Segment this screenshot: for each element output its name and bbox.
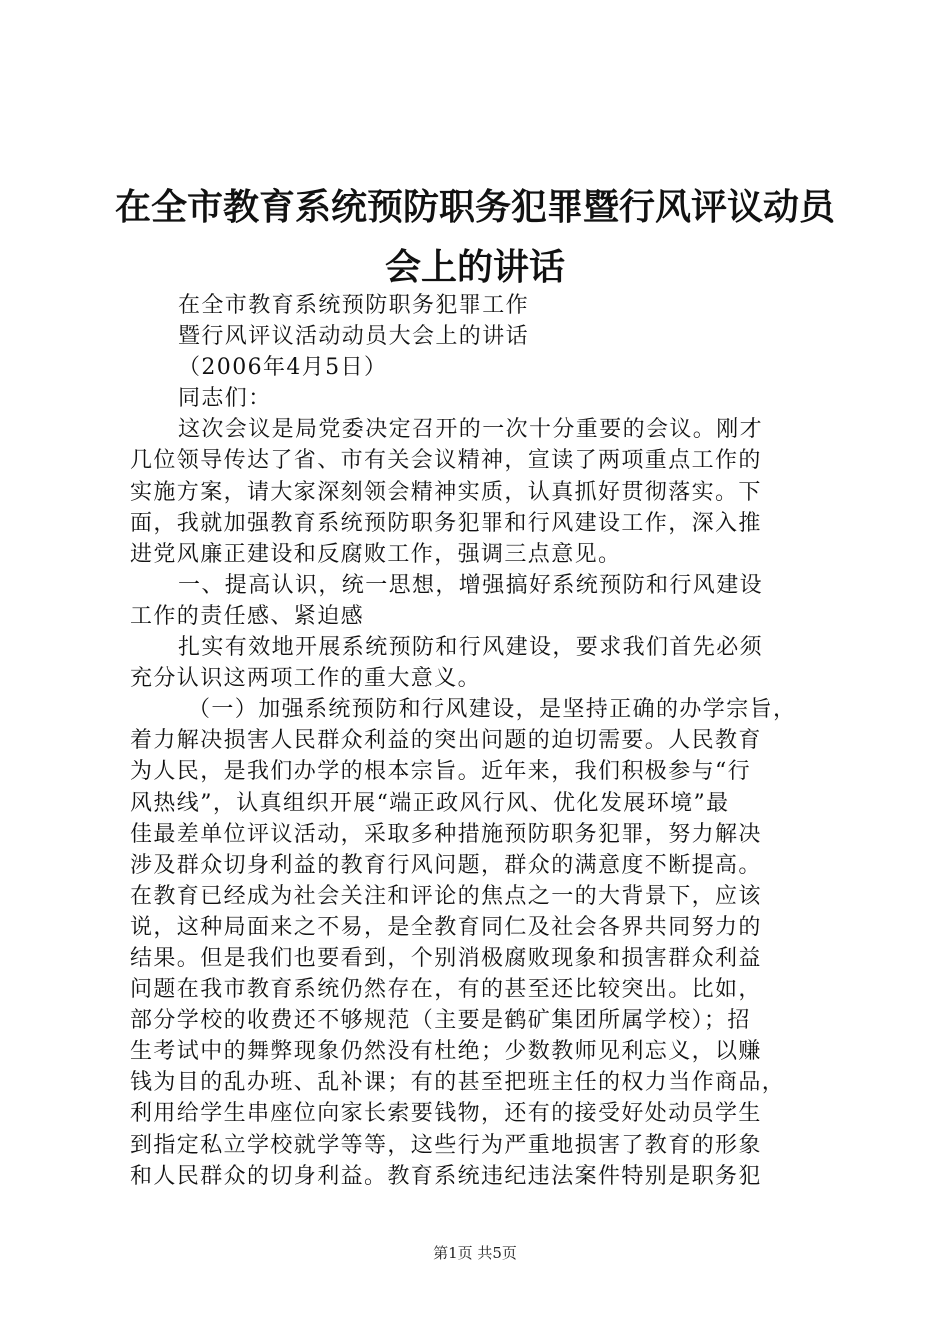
body-line: 充分认识这两项工作的重大意义。 [130, 666, 482, 692]
body-line: 实施方案，请大家深刻领会精神实质，认真抓好贯彻落实。下 [130, 479, 762, 505]
body-line: 在全市教育系统预防职务犯罪工作 [178, 293, 530, 318]
body-line: 面，我就加强教育系统预防职务犯罪和行风建设工作，深入推 [130, 510, 762, 536]
body-line: （一）加强系统预防和行风建设，是坚持正确的办学宗旨， [188, 697, 797, 723]
body-line: （2006年4月5日） [178, 355, 388, 381]
body-line: 钱为目的乱办班、乱补课；有的甚至把班主任的权力当作商品， [130, 1070, 786, 1096]
document-title-line-1: 在全市教育系统预防职务犯罪暨行风评议动员 [114, 187, 835, 228]
body-line: 生考试中的舞弊现象仍然没有杜绝；少数教师见利忘义，以赚 [130, 1039, 762, 1065]
body-line: 到指定私立学校就学等等，这些行为严重地损害了教育的形象 [130, 1132, 762, 1158]
body-line: 为人民，是我们办学的根本宗旨。近年来，我们积极参与“行 [130, 759, 752, 785]
body-line: 暨行风评议活动动员大会上的讲话 [178, 324, 530, 350]
body-line: 涉及群众切身利益的教育行风问题，群众的满意度不断提高。 [130, 852, 762, 878]
document-title-line-2: 会上的讲话 [384, 247, 565, 288]
body-line: 扎实有效地开展系统预防和行风建设，要求我们首先必须 [178, 635, 764, 661]
body-line: 这次会议是局党委决定召开的一次十分重要的会议。刚才 [178, 417, 764, 443]
body-line: 和人民群众的切身利益。教育系统违纪违法案件特别是职务犯 [130, 1163, 762, 1189]
body-line: 一、提高认识，统一思想，增强搞好系统预防和行风建设 [178, 572, 764, 598]
body-line: 风热线”，认真组织开展“端正政风行风、优化发展环境”最 [130, 790, 730, 816]
body-line: 进党风廉正建设和反腐败工作，强调三点意见。 [130, 541, 622, 567]
body-line: 说，这种局面来之不易，是全教育同仁及社会各界共同努力的 [130, 914, 762, 940]
body-line: 佳最差单位评议活动，采取多种措施预防职务犯罪，努力解决 [130, 821, 762, 847]
document-body [130, 290, 820, 1192]
page-footer: 第1页 共5页 [433, 1244, 517, 1262]
body-line: 问题在我市教育系统仍然存在，有的甚至还比较突出。比如， [130, 977, 762, 1003]
body-line: 利用给学生串座位向家长索要钱物，还有的接受好处动员学生 [130, 1101, 762, 1127]
body-line: 同志们： [178, 386, 272, 412]
body-line: 在教育已经成为社会关注和评论的焦点之一的大背景下，应该 [130, 883, 762, 909]
body-line: 着力解决损害人民群众利益的突出问题的迫切需要。人民教育 [130, 728, 762, 754]
body-line: 结果。但是我们也要看到，个别消极腐败现象和损害群众利益 [130, 945, 762, 971]
body-line: 几位领导传达了省、市有关会议精神，宣读了两项重点工作的 [130, 448, 762, 474]
body-line: 部分学校的收费还不够规范（主要是鹤矿集团所属学校）；招 [130, 1008, 751, 1034]
body-line: 工作的责任感、紧迫感 [130, 603, 365, 629]
